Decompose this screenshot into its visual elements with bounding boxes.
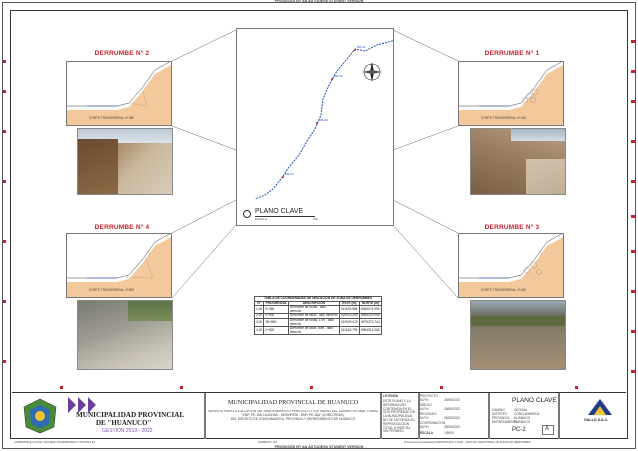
cell: 311618.799 — [339, 327, 359, 335]
landslide-4-photo — [77, 300, 173, 370]
owner-label: PROVINCIA — [492, 416, 510, 420]
sheet-title: PLANO CLAVE — [512, 397, 557, 404]
owner-value: CONCHAMARCA — [514, 412, 540, 416]
cell: 320923.289 — [340, 313, 358, 318]
owner-label: CAMINO — [492, 408, 505, 412]
field-date: 25/08/2022 — [444, 398, 460, 402]
scale-label: ESCALA — [420, 431, 434, 435]
landslide-2-title: DERRUMBE N° 2 — [94, 50, 150, 57]
landslide-2-photo — [77, 128, 173, 195]
landslide-1-photo — [470, 128, 566, 195]
entity-title: MUNICIPALIDAD PROVINCIAL DE HUANUCO — [227, 399, 359, 406]
col-n: N° — [255, 301, 264, 306]
owner-value: HUANUCO — [514, 416, 531, 420]
cell: 2.00 — [256, 313, 263, 318]
col-norte: NORTE (m) — [359, 301, 381, 306]
coordinates-table — [254, 296, 382, 335]
svg-text:DR-01: DR-01 — [357, 45, 366, 49]
landslide-2-section — [66, 61, 172, 126]
plan-marker-icon — [243, 210, 251, 218]
svg-text:N: N — [370, 63, 373, 67]
project-line-1: SERVICIO PARA LA EJECUCIÓN DEL MANTENIMIENTO PERIÓDICO Y RUTINARIO DEL CAMINO VECINAL TRAMO — [208, 410, 378, 413]
cell: Derrumbe de rocas, 17m - lado derecho — [288, 318, 339, 326]
municipality-name-line2: DE "HUANUCO" — [96, 419, 152, 427]
project-line-2: "EMP. PE-18A CUASHAS - MOSHPATA - EMP. PE-18A" (CONCORDIA), — [241, 413, 345, 417]
legend-text: ESTE PLANO Y LA INFORMACION CONTENIDA EN EL SON PROPIEDAD DE LA MUNICIPALIDAD. NO SE AUTORIZA SU REPRODUCCION TOTAL O PARCIAL SIN PERMISO — [383, 399, 415, 434]
field-value: M.P.H. — [420, 425, 430, 429]
col-este: ESTE (m) — [339, 301, 359, 306]
svg-text:DR-03: DR-03 — [319, 118, 328, 122]
landslide-1-title: DERRUMBE N° 1 — [484, 50, 540, 57]
cell: 1.00 — [255, 306, 264, 314]
gestion-years: GESTION 2019 - 2022 — [102, 428, 153, 434]
svg-text:DR-02: DR-02 — [334, 74, 343, 78]
sheet-code: PC-2 — [512, 427, 526, 433]
table-row — [255, 327, 382, 335]
landslide-3-title: DERRUMBE N° 3 — [484, 224, 540, 231]
cell: 4.00 — [255, 327, 264, 335]
field-label: PROYECTO — [420, 394, 438, 398]
scale-value: 1/5000 — [444, 431, 454, 435]
table-title: TABLA DE COORDENADAS DE UBICACION DE ZONA DE DERRUMBES — [255, 297, 382, 302]
cell: 8965574.996 — [359, 306, 381, 314]
company-name: GALLO S.A.C. — [584, 418, 609, 422]
bottom-left-note: COMPATIBLE CON EL SISTEMA COORDENADO UTM WGS 84 — [14, 440, 95, 444]
field-value: M.P.H. — [420, 398, 430, 402]
owner-value: HUANUCO — [514, 420, 531, 424]
cell: Derrumbe de talud - lado derecho — [289, 313, 338, 318]
field-date: 25/08/2022 — [444, 425, 460, 429]
field-label: DIBUJO — [420, 403, 432, 407]
municipality-name-line1: MUNICIPALIDAD PROVINCIAL — [76, 411, 185, 419]
field-value: M.P.H. — [420, 407, 430, 411]
legend-title: LEYENDA — [383, 394, 399, 398]
landslide-3-scale-note: CORTE TRANSVERSAL 2+420 — [481, 288, 527, 292]
top-student-note: PRODUCED BY AN AUTODESK STUDENT VERSION — [274, 0, 364, 3]
cell: 2+820 — [264, 327, 288, 335]
plan-scale-label: ESCALA — [255, 217, 267, 221]
cell: 311678.986 — [339, 306, 359, 314]
cell: 8964913.268 — [359, 327, 381, 335]
landslide-3-photo — [470, 300, 566, 370]
plan-title: PLANO CLAVE — [255, 208, 304, 215]
format-note: FORMATO: A3 — [258, 440, 277, 444]
cell: 312949.019 — [339, 318, 359, 326]
file-path: D:\Users\Lenovo\Desktop\CAMINO\PLANO CLAVE - GESTION TERRITORIAL DE ZONAS DE DERRUMBES — [404, 441, 531, 444]
cell: 0+530 — [264, 314, 288, 319]
col-descripcion: DESCRIPCIÓN — [288, 301, 339, 306]
landslide-4-title: DERRUMBE N° 4 — [94, 224, 150, 231]
bottom-student-note: PRODUCED BY AN AUTODESK STUDENT VERSION — [274, 445, 364, 449]
title-block — [12, 392, 626, 439]
landslide-4-section — [66, 233, 172, 298]
cell: 0+380 — [264, 306, 288, 314]
owner-value: VECINAL — [514, 408, 528, 412]
project-line-3: DEL DISTRITO DE CONCHAMARCA, PROVINCIA Y DEPARTAMENTO DE HUANUCO — [230, 417, 356, 421]
svg-text:DR-04: DR-04 — [285, 172, 294, 176]
field-label: REVISADO — [420, 412, 437, 416]
road-route-map — [237, 29, 394, 226]
plan-scale-value: S/E — [313, 217, 318, 221]
cell: Derrumbe de rocas - lado derecho — [288, 306, 339, 314]
cell: 8975373.744 — [359, 318, 381, 326]
revision-letter: A — [545, 426, 550, 432]
cell: 8965423.945 — [360, 313, 380, 318]
key-plan-frame — [236, 28, 394, 226]
cell: 2B+850 — [264, 318, 288, 326]
cell: 3.00 — [255, 318, 264, 326]
landslide-1-section — [458, 61, 564, 126]
field-value: M.P.H. — [420, 416, 430, 420]
landslide-4-scale-note: CORTE TRANSVERSAL 2+820 — [89, 288, 135, 292]
cell: Derrumbe de talud, 40m - lado derecho — [288, 327, 339, 335]
field-date: 25/08/2022 — [444, 416, 460, 420]
north-arrow-icon — [361, 61, 383, 83]
landslide-1-scale-note: CORTE TRANSVERSAL 0+240 — [481, 116, 527, 120]
company-logo — [586, 397, 614, 417]
landslide-2-scale-note: CORTE TRANSVERSAL 0+380 — [89, 116, 135, 120]
field-label: COORDINACION — [420, 421, 446, 425]
owner-label: DEPARTAMENTO — [492, 420, 518, 424]
owner-label: DISTRITO — [492, 412, 507, 416]
landslide-3-section — [458, 233, 564, 298]
municipality-logo — [16, 397, 64, 435]
col-progresiva: PROGRESIVA — [265, 300, 287, 305]
field-date: 25/08/2022 — [444, 407, 460, 411]
